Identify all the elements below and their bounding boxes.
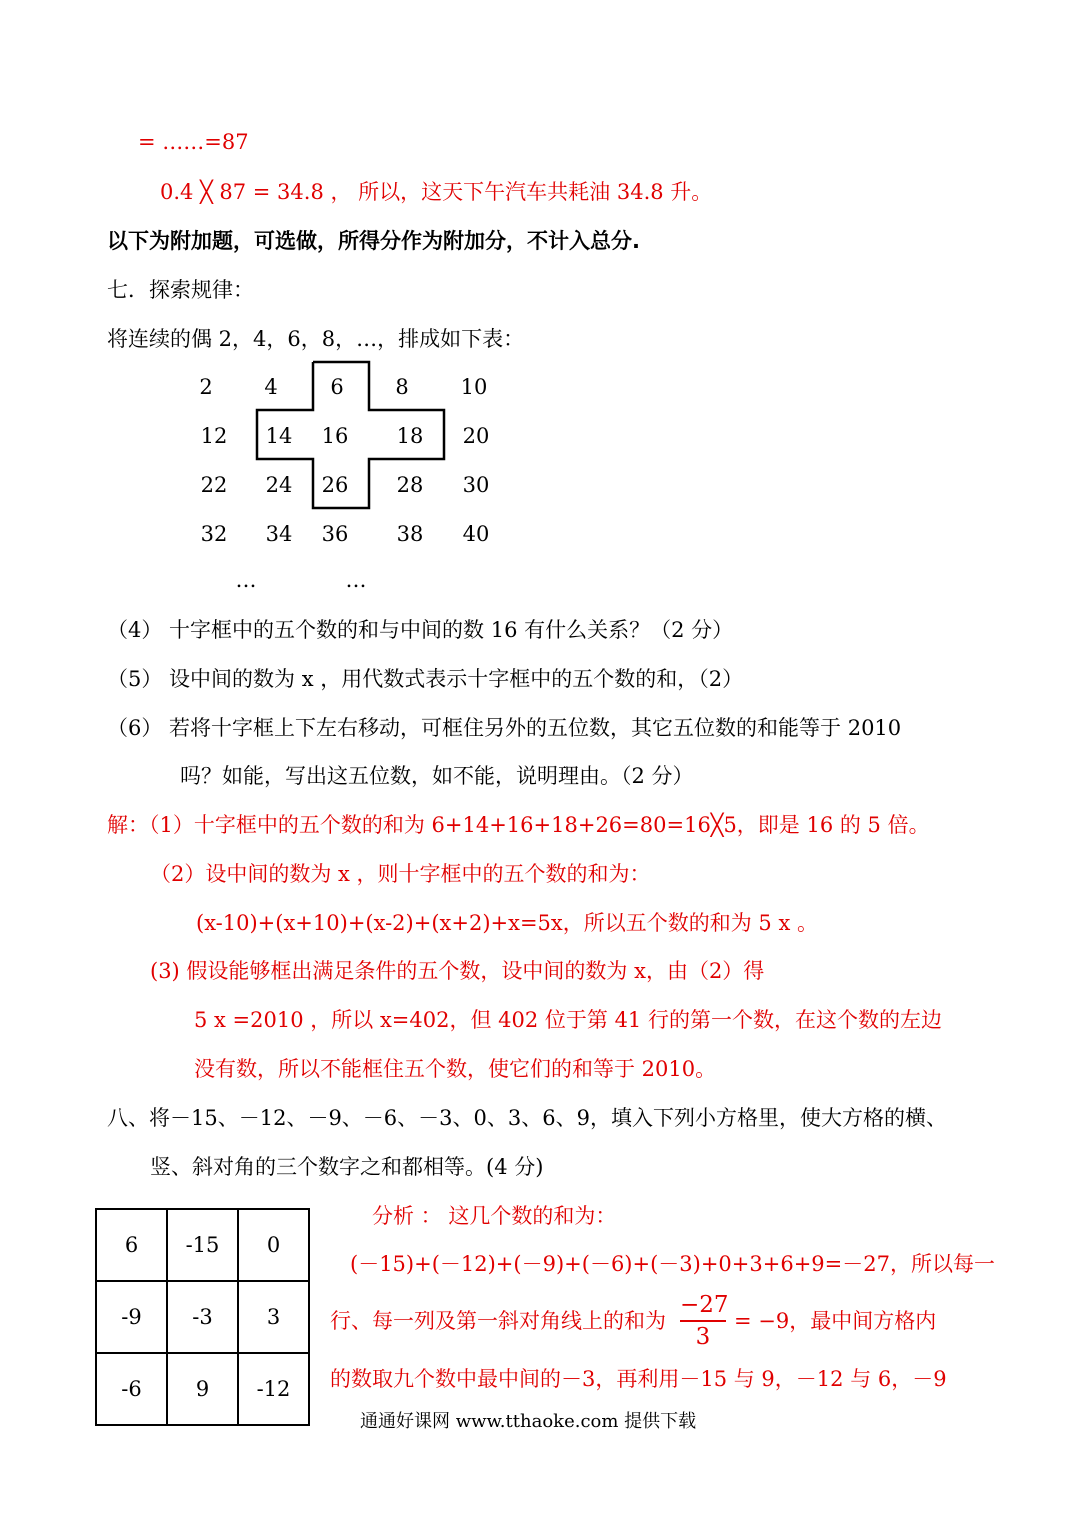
magic-cell: -3 [167, 1281, 238, 1353]
section-7-intro: 将连续的偶 2，4，6，8，…，排成如下表： [107, 327, 525, 351]
grid-cell: 24 [265, 473, 293, 497]
grid-cell: 40 [462, 522, 490, 546]
analysis-line-4: 的数取九个数中最中间的－3，再利用－15 与 9，－12 与 6，－9 [330, 1367, 947, 1391]
grid-cell: 32 [200, 522, 228, 546]
answer-2-formula: (x-10)+(x+10)+(x-2)+(x+2)+x=5x，所以五个数的和为 5 x 。 [196, 911, 818, 935]
analysis-line-3b: = −9，最中间方格内 [734, 1309, 937, 1333]
grid-cell: 2 [199, 375, 213, 399]
magic-cell: -9 [96, 1281, 167, 1353]
analysis-sum: (－15)+(－12)+(－9)+(－6)+(－3)+0+3+6+9=－27，所以每一 [350, 1252, 995, 1276]
analysis-title: 分析 ： 这几个数的和为： [372, 1204, 617, 1228]
grid-cell: 18 [396, 424, 424, 448]
analysis-line-3a: 行、每一列及第一斜对角线上的和为 [330, 1309, 666, 1333]
fraction-numerator: −27 [680, 1292, 729, 1318]
grid-cell: 16 [321, 424, 349, 448]
section-7-title: 七．探索规律： [107, 278, 254, 302]
question-6-cont: 吗？如能，写出这五位数，如不能，说明理由。（2 分） [180, 764, 694, 788]
answer-3-conclusion: 没有数，所以不能框住五个数，使它们的和等于 2010。 [194, 1057, 717, 1081]
question-4: （4） 十字框中的五个数的和与中间的数 16 有什么关系？（2 分） [107, 618, 734, 642]
problem-8: 八、将－15、－12、－9、－6、－3、0、3、6、9，填入下列小方格里，使大方格的横、 [107, 1106, 947, 1130]
calc-line-result: 0.4 ╳ 87 = 34.8 ， 所以，这天下午汽车共耗油 34.8 升。 [160, 180, 713, 204]
grid-cell: 30 [462, 473, 490, 497]
fraction-bar [680, 1320, 726, 1322]
magic-cell: 6 [96, 1209, 167, 1281]
answer-3-cont: 5 x =2010 ，所以 x=402，但 402 位于第 41 行的第一个数，在这个数的左边 [194, 1008, 942, 1032]
grid-cell: 4 [264, 375, 278, 399]
magic-cell: 9 [167, 1353, 238, 1425]
fraction-denominator: 3 [695, 1324, 711, 1350]
grid-cell: 34 [265, 522, 293, 546]
footer-credit: 通通好课网 www.tthaoke.com 提供下载 [360, 1411, 697, 1432]
bonus-note: 以下为附加题，可选做，所得分作为附加分，不计入总分. [107, 229, 640, 253]
magic-cell: 0 [238, 1209, 309, 1281]
magic-cell: -12 [238, 1353, 309, 1425]
grid-ellipsis: … [235, 568, 257, 592]
question-6: （6） 若将十字框上下左右移动，可框住另外的五位数，其它五位数的和能等于 2010 [107, 716, 902, 740]
magic-cell: -15 [167, 1209, 238, 1281]
grid-cell: 38 [396, 522, 424, 546]
fraction [680, 1292, 729, 1350]
grid-cell: 28 [396, 473, 424, 497]
magic-cell: 3 [238, 1281, 309, 1353]
grid-cell: 10 [460, 375, 488, 399]
calc-line-continuation: = ……=87 [138, 130, 249, 154]
grid-cell: 14 [265, 424, 293, 448]
grid-cell: 26 [321, 473, 349, 497]
grid-cell: 22 [200, 473, 228, 497]
answer-2: （2）设中间的数为 x ，则十字框中的五个数的和为： [150, 862, 651, 886]
grid-cell: 8 [395, 375, 409, 399]
question-5: （5） 设中间的数为 x ，用代数式表示十字框中的五个数的和，（2） [107, 667, 744, 691]
grid-cell: 20 [462, 424, 490, 448]
grid-cell: 6 [330, 375, 344, 399]
answer-3: (3) 假设能够框出满足条件的五个数，设中间的数为 x，由（2）得 [150, 959, 765, 983]
magic-square [95, 1208, 310, 1426]
magic-cell: -6 [96, 1353, 167, 1425]
grid-cell: 12 [200, 424, 228, 448]
answer-1: 解：（1）十字框中的五个数的和为 6+14+16+18+26=80=16╳5，即是 16 的 5 倍。 [107, 813, 930, 837]
cross-frame [250, 356, 450, 516]
problem-8-cont: 竖、斜对角的三个数字之和都相等。(4 分) [150, 1155, 544, 1179]
grid-cell: 36 [321, 522, 349, 546]
grid-ellipsis: … [345, 568, 367, 592]
